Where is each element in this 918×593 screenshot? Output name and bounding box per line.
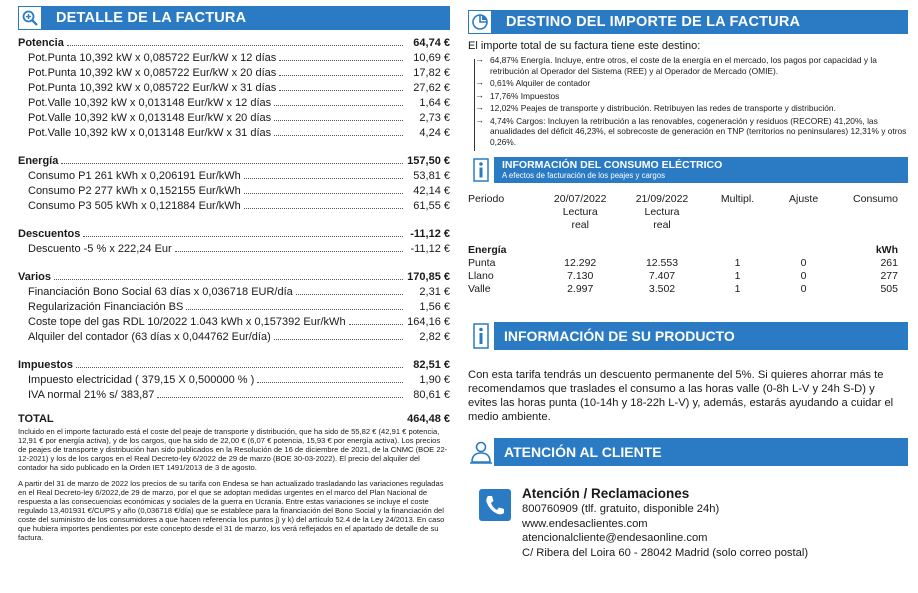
destino-item: → 17,76% Impuestos: [472, 91, 908, 102]
table-cell: real: [653, 219, 671, 231]
line-item: [18, 96, 450, 111]
group-label: Energía: [18, 155, 59, 167]
leader-dots: [349, 324, 403, 325]
line-label: Pot.Valle 10,392 kW x 0,013148 Eur/kW x 31 días: [28, 127, 272, 139]
table-row: [468, 283, 898, 296]
destino-header: [468, 10, 908, 34]
line-value: 80,61 €: [413, 389, 450, 401]
table-cell: Periodo: [468, 193, 505, 205]
contact-lines: [522, 486, 808, 560]
line-item: [18, 51, 450, 66]
table-cell: [703, 206, 772, 219]
line-label: Consumo P2 277 kWh x 0,152155 Eur/kWh: [28, 185, 241, 197]
leader-dots: [244, 208, 403, 209]
contact-address: C/ Ribera del Loira 60 - 28042 Madrid (solo correo postal): [522, 546, 809, 559]
table-cell: 21/09/2022: [635, 193, 689, 205]
line-item: [18, 126, 450, 141]
line-item: [18, 300, 450, 315]
contact-web[interactable]: www.endesaclientes.com: [522, 517, 648, 530]
group-header-energia: [18, 154, 450, 169]
destino-item: → 12,02% Peajes de transporte y distribución. Retribuyen las redes de transporte y distribución.: [472, 103, 908, 114]
detalle-groups: [18, 36, 450, 403]
table-cell: [835, 219, 898, 232]
table-cell: 1: [734, 270, 741, 282]
leader-dots: [296, 294, 403, 295]
group-total: 64,74 €: [413, 37, 450, 49]
line-label: Pot.Punta 10,392 kW x 0,085722 Eur/kW x 20 días: [28, 67, 277, 79]
line-value: 1,56 €: [419, 301, 450, 313]
consumo-bar: [494, 157, 908, 183]
group-total: -11,12 €: [410, 228, 450, 240]
table-cell: 2.997: [567, 283, 594, 295]
group-label: Potencia: [18, 37, 64, 49]
table-cell: 7.407: [648, 270, 676, 282]
table-cell: 1: [734, 257, 741, 269]
line-label: Regularización Financiación BS: [28, 301, 184, 313]
detalle-factura-section: [18, 6, 450, 542]
line-item: [18, 111, 450, 126]
table-cell: [468, 206, 539, 219]
leader-dots: [274, 120, 403, 121]
group-total: 157,50 €: [407, 155, 450, 167]
line-value: 10,69 €: [413, 52, 450, 64]
line-value: 17,82 €: [413, 67, 450, 79]
line-item: [18, 66, 450, 81]
table-cell: Multipl.: [720, 193, 755, 205]
group-energia: [18, 154, 450, 214]
destino-intro: El importe total de su factura tiene este destino:: [468, 40, 701, 52]
person-icon: [468, 438, 494, 466]
leader-dots: [186, 309, 403, 310]
line-label: Impuesto electricidad ( 379,15 X 0,500000 % ): [28, 374, 255, 386]
note-actualizacion: A partir del 31 de marzo de 2022 los precios de su tarifa con Endesa se han actualizado trasladando las variaciones reguladas en el Real Decreto-ley 6/2022,de 29 de marzo, por el que se adoptan medidas urgentes en el marco del Plan Nacional de respuesta a las consecuencias económicas y sociales de la guerra en Ucrania. Entre estas variaciones se incluye el coste regulado 13,401931 €/CUPS y año (0,036718 €/día) que se establece para la financiación del Bono Social y la financiación del coste del suministro de los consumidores a que hacen referencia los puntos j) y k) del artículo 52.4 de la Ley 24/2013. En caso que hubiera importes pendientes por este concepto desde el 31 de marzo, los verá reflejados en el apartado de detalle de su factura.: [18, 479, 445, 542]
magnifier-icon: [18, 6, 42, 30]
leader-dots: [257, 382, 403, 383]
line-label: Pot.Punta 10,392 kW x 0,085722 Eur/kW x 12 días: [28, 52, 277, 64]
destino-list-wrap: [468, 55, 908, 147]
line-item: [18, 315, 450, 330]
consumo-table: [468, 193, 898, 296]
line-value: 1,64 €: [419, 97, 450, 109]
group-impuestos: [18, 358, 450, 403]
destino-title: DESTINO DEL IMPORTE DE LA FACTURA: [506, 14, 801, 30]
table-cell: real: [571, 219, 589, 231]
line-label: Alquiler del contador (63 días x 0,044762 Eur/día): [28, 331, 271, 343]
consumo-subtitle: A efectos de facturación de los peajes y cargos: [502, 171, 665, 180]
table-row: [468, 270, 898, 283]
producto-text: Con esta tarifa tendrás un descuento permanente del 5%. Si quieres ahorrar más te recomendamos que traslades el consumo a las horas valle (0-8h L-V y 24h S-D) y evites las horas punta (10-14h y 18-22h L-V) y, además, estarás ayudando a cuidar el medio ambiente.: [468, 369, 894, 423]
line-value: 61,55 €: [413, 200, 450, 212]
table-spacer: [468, 232, 898, 244]
group-header-varios: [18, 270, 450, 285]
line-label: Pot.Valle 10,392 kW x 0,013148 Eur/kW x 20 días: [28, 112, 272, 124]
line-item: [18, 285, 450, 300]
group-header-descuentos: [18, 227, 450, 242]
destino-item: → 0,61% Alquiler de contador: [472, 78, 908, 89]
leader-dots: [274, 135, 403, 136]
table-cell: Lectura: [644, 206, 680, 218]
line-label: Consumo P3 505 kWh x 0,121884 Eur/kWh: [28, 200, 241, 212]
table-cell: 0: [800, 270, 807, 282]
leader-dots: [83, 236, 403, 237]
pie-chart-icon: [468, 10, 492, 34]
line-label: Descuento -5 % x 222,24 Eur: [28, 243, 172, 255]
detalle-header: [18, 6, 450, 30]
contact-block: [468, 486, 908, 560]
leader-dots: [54, 279, 403, 280]
leader-dots: [67, 45, 403, 46]
atencion-title: ATENCIÓN AL CLIENTE: [494, 438, 908, 466]
leader-dots: [279, 60, 403, 61]
table-cell: Lectura: [562, 206, 598, 218]
line-value: 164,16 €: [407, 316, 450, 328]
table-cell: Ajuste: [788, 193, 819, 205]
info-icon: [468, 322, 494, 350]
producto-title: INFORMACIÓN DE SU PRODUCTO: [494, 322, 908, 350]
total-row: [18, 413, 450, 425]
table-cell: 505: [880, 283, 898, 295]
line-label: Coste tope del gas RDL 10/2022 1.043 kWh x 0,157392 Eur/kWh: [28, 316, 346, 328]
line-item: [18, 199, 450, 214]
line-value: 27,62 €: [413, 82, 450, 94]
consumo-title: INFORMACIÓN DEL CONSUMO ELÉCTRICO: [502, 159, 723, 171]
line-value: 53,81 €: [413, 170, 450, 182]
table-cell: Punta: [468, 257, 496, 269]
table-cell: 0: [800, 257, 807, 269]
leader-dots: [244, 193, 403, 194]
producto-header: [468, 322, 908, 350]
leader-dots: [279, 90, 403, 91]
line-value: 2,31 €: [419, 286, 450, 298]
line-item: [18, 169, 450, 184]
table-cell: 7.130: [567, 270, 594, 282]
detalle-title: DETALLE DE LA FACTURA: [56, 10, 247, 26]
unit-label: kWh: [875, 244, 898, 256]
table-cell: Llano: [468, 270, 494, 282]
table-cell: 20/07/2022: [553, 193, 607, 205]
line-item: [18, 184, 450, 199]
group-label: Impuestos: [18, 359, 74, 371]
line-item: [18, 330, 450, 345]
phone-icon: [478, 488, 512, 522]
consumo-header: [468, 157, 908, 183]
group-varios: [18, 270, 450, 345]
destino-item: → 4,74% Cargos: Incluyen la retribución a las renovables, cogeneración y residuos (RECORE) 41,20%, las anualidades del déficit 46,23%, el sobrecoste de generación en TNP (territorios no peninsulares) 12,31% y otros 0,26%.: [472, 116, 908, 148]
leader-dots: [274, 339, 403, 340]
table-cell: Consumo: [853, 193, 898, 205]
right-column: [468, 10, 908, 560]
contact-phone[interactable]: 800760909 (tlf. gratuito, disponible 24h): [522, 503, 720, 515]
line-item: [18, 373, 450, 388]
table-header-row: [468, 193, 898, 206]
line-value: 4,24 €: [419, 127, 450, 139]
table-header-row: [468, 219, 898, 232]
table-cell: 277: [880, 270, 898, 282]
contact-heading: Atención / Reclamaciones: [522, 486, 690, 501]
line-label: Pot.Valle 10,392 kW x 0,013148 Eur/kW x 12 días: [28, 97, 272, 109]
contact-email[interactable]: atencionalcliente@endesaonline.com: [522, 532, 708, 544]
leader-dots: [157, 397, 403, 398]
group-header-potencia: [18, 36, 450, 51]
group-total: 82,51 €: [413, 359, 450, 371]
group-potencia: [18, 36, 450, 141]
line-value: 2,73 €: [419, 112, 450, 124]
group-header-impuestos: [18, 358, 450, 373]
total-label: TOTAL: [18, 413, 54, 425]
spacer-cell: [468, 232, 898, 244]
table-cell: [835, 206, 898, 219]
total-value: 464,48 €: [407, 413, 450, 425]
leader-dots: [175, 251, 403, 252]
section-label: Energía: [468, 244, 507, 256]
line-item: [18, 242, 450, 257]
group-label: Descuentos: [18, 228, 81, 240]
leader-dots: [61, 163, 403, 164]
table-header-row: [468, 206, 898, 219]
leader-dots: [244, 178, 403, 179]
info-icon: [468, 157, 494, 183]
line-item: [18, 81, 450, 96]
line-label: IVA normal 21% s/ 383,87: [28, 389, 155, 401]
table-cell: 3.502: [648, 283, 676, 295]
destino-list: [472, 55, 908, 147]
table-row: [468, 257, 898, 270]
table-cell: [703, 219, 772, 232]
destino-item: → 64,87% Energía. Incluye, entre otros, el coste de la energía en el mercado, los pagos por capacidad y la retribución al Operador del Sistema (REE) y al Operador de Mercado (OMIE).: [472, 55, 908, 76]
line-item: [18, 388, 450, 403]
table-section-row: [468, 244, 898, 257]
line-label: Pot.Punta 10,392 kW x 0,085722 Eur/kW x 31 días: [28, 82, 277, 94]
table-cell: 1: [734, 283, 741, 295]
table-cell: [772, 219, 835, 232]
line-value: 1,90 €: [419, 374, 450, 386]
line-value: 42,14 €: [413, 185, 450, 197]
note-peajes: Incluido en el importe facturado está el coste del peaje de transporte y distribución, que ha sido de 55,82 € (42,91 € potencia, 12,91 € por energía activa), y de los cargos, que ha sido de 22,00 € (6,07 € potencia, 15,93 € por energía activa). Los precios de peajes de transporte y distribución han sido publicados en la Resolución de 16 de diciembre de 2021, de la CNMC (BOE 22-12-2021) y los de los cargos en el Real Decreto-ley 6/2022 de 29 de marzo (BOE 30-03-2022). El precio del alquiler del contador ha sido publicado en la Orden IET 1491/2013 de 3 de agosto.: [18, 427, 448, 472]
leader-dots: [274, 105, 403, 106]
line-value: -11,12 €: [410, 243, 450, 255]
table-cell: [772, 206, 835, 219]
line-label: Financiación Bono Social 63 días x 0,036718 EUR/día: [28, 286, 293, 298]
table-cell: 12.553: [645, 257, 679, 269]
table-cell: 0: [800, 283, 807, 295]
leader-dots: [279, 75, 403, 76]
group-label: Varios: [18, 271, 52, 283]
table-cell: Valle: [468, 283, 491, 295]
leader-dots: [76, 367, 403, 368]
group-total: 170,85 €: [407, 271, 450, 283]
table-cell: 261: [880, 257, 898, 269]
line-label: Consumo P1 261 kWh x 0,206191 Eur/kWh: [28, 170, 241, 182]
table-cell: [468, 219, 539, 232]
table-cell: 12.292: [564, 257, 597, 269]
group-descuentos: [18, 227, 450, 257]
line-value: 2,82 €: [419, 331, 450, 343]
atencion-header: [468, 438, 908, 466]
